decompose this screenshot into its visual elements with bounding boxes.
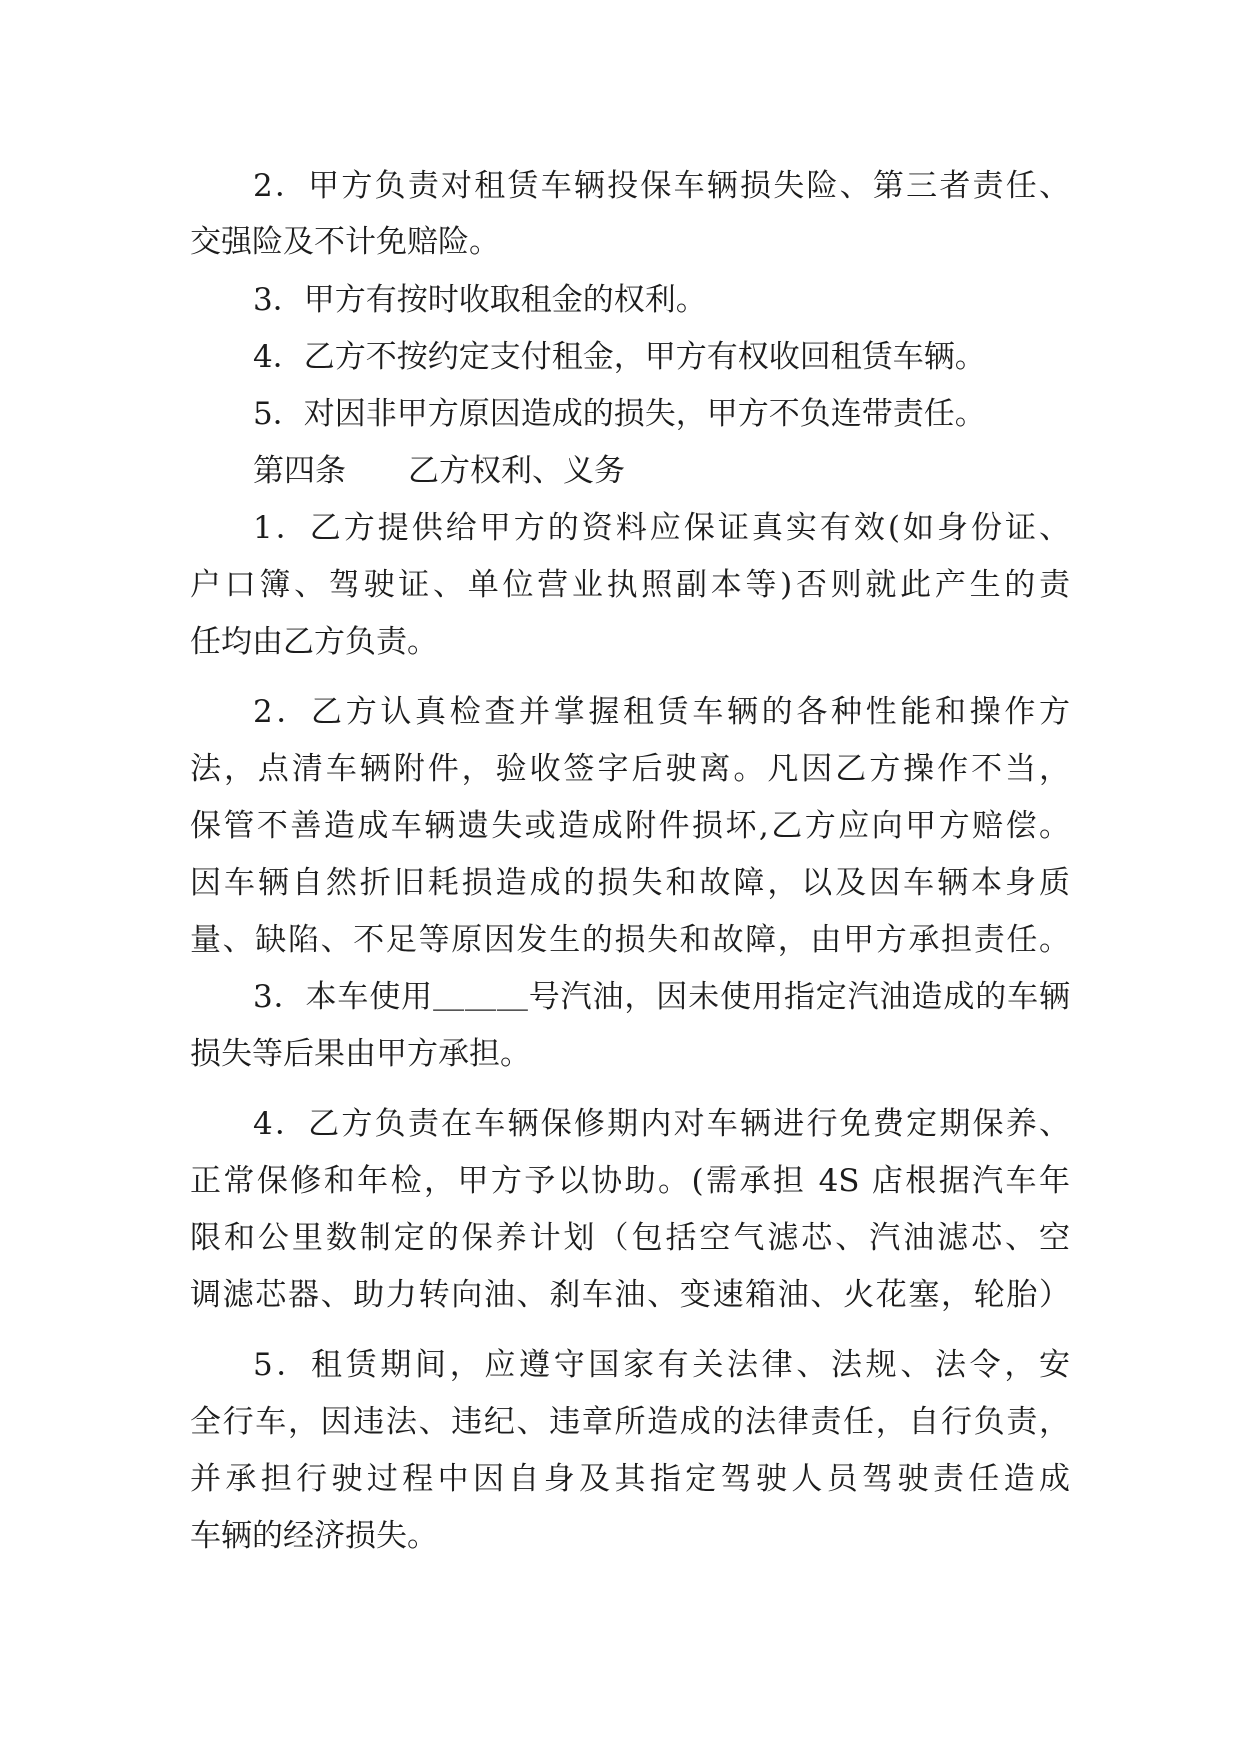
text-line: 车辆的经济损失。: [190, 1518, 438, 1554]
text-line: 2．乙方认真检查并掌握租赁车辆的各种性能和操作方: [253, 694, 1070, 730]
text-line: 全行车，因违法、违纪、违章所造成的法律责任，自行负责，: [190, 1404, 1070, 1440]
text-line: 保管不善造成车辆遗失或造成附件损坏,乙方应向甲方赔偿。: [190, 808, 1070, 844]
text-line: 因车辆自然折旧耗损造成的损失和故障，以及因车辆本身质: [190, 865, 1070, 901]
text-line: 5．租赁期间，应遵守国家有关法律、法规、法令，安: [253, 1347, 1070, 1383]
text-line: 量、缺陷、不足等原因发生的损失和故障，由甲方承担责任。: [190, 922, 1070, 958]
text-line: 3．甲方有按时收取租金的权利。: [253, 282, 707, 318]
text-line: 限和公里数制定的保养计划（包括空气滤芯、汽油滤芯、空: [190, 1220, 1070, 1256]
section-heading: 第四条 乙方权利、义务: [253, 453, 625, 489]
text-line: 任均由乙方负责。: [190, 624, 438, 660]
text-line: 法，点清车辆附件，验收签字后驶离。凡因乙方操作不当，: [190, 751, 1070, 787]
text-line: 损失等后果由甲方承担。: [190, 1036, 531, 1072]
text-line: 交强险及不计免赔险。: [190, 224, 500, 260]
text-line: 2．甲方负责对租赁车辆投保车辆损失险、第三者责任、: [253, 168, 1070, 204]
text-line: 户口簿、驾驶证、单位营业执照副本等)否则就此产生的责: [190, 567, 1070, 603]
text-line: 5．对因非甲方原因造成的损失，甲方不负连带责任。: [253, 396, 986, 432]
text-line: 3．本车使用＿＿＿号汽油，因未使用指定汽油造成的车辆: [253, 979, 1070, 1015]
text-line: 4．乙方负责在车辆保修期内对车辆进行免费定期保养、: [253, 1106, 1070, 1142]
text-line: 正常保修和年检，甲方予以协助。(需承担 4S 店根据汽车年: [190, 1163, 1070, 1199]
text-line: 1．乙方提供给甲方的资料应保证真实有效(如身份证、: [253, 510, 1070, 546]
text-line: 并承担行驶过程中因自身及其指定驾驶人员驾驶责任造成: [190, 1461, 1070, 1497]
text-line: 4．乙方不按约定支付租金，甲方有权收回租赁车辆。: [253, 339, 986, 375]
text-line: 调滤芯器、助力转向油、刹车油、变速箱油、火花塞，轮胎）: [190, 1277, 1070, 1313]
